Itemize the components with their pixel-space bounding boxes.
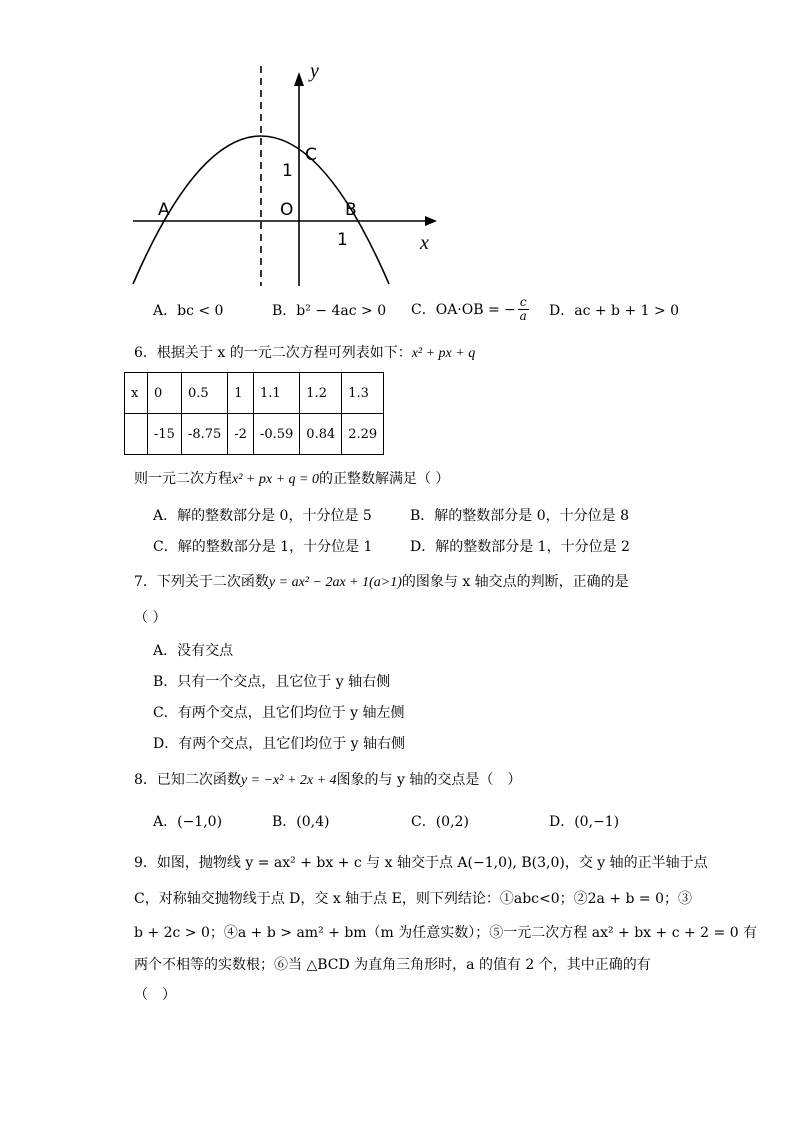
q6-question-formula: x² + px + q = 0 (232, 472, 319, 487)
x-unit-label: 1 (337, 230, 348, 250)
q5-option-b[interactable]: B．b² − 4ac > 0 (272, 303, 387, 319)
q7-stem (134, 572, 629, 593)
table-cell: -15 (148, 414, 182, 455)
point-B-label: B (345, 200, 357, 220)
q9-line-3: b + 2c > 0；④a + b > am² + bm（m 为任意实数）；⑤一元二次方程 ax² + bx + c + 2 = 0 有 (134, 925, 758, 941)
q5-option-a[interactable]: A．bc < 0 (153, 303, 224, 319)
q6-option-a[interactable]: A．解的整数部分是 0，十分位是 5 (153, 508, 372, 524)
q8-stem-text: 8．已知二次函数 (134, 772, 241, 788)
q5-option-c[interactable] (411, 296, 529, 323)
q7-stem-text: 7．下列关于二次函数 (134, 574, 269, 590)
q7-stem-suffix: 的图象与 x 轴交点的判断，正确的是 (401, 574, 629, 590)
point-O-label: O (280, 200, 294, 220)
x-axis-label: x (420, 232, 429, 254)
table-row (125, 373, 384, 414)
q7-paren: （ ） (134, 610, 167, 626)
q6-option-d[interactable]: D．解的整数部分是 1，十分位是 2 (410, 539, 630, 555)
q7-option-c[interactable]: C．有两个交点，且它们均位于 y 轴左侧 (153, 705, 405, 721)
table-cell: 1 (228, 373, 254, 414)
q7-stem-formula: y = ax² − 2ax + 1(a>1) (268, 575, 402, 590)
table-cell: -2 (228, 414, 254, 455)
q6-question-text: 则一元二次方程 (134, 471, 232, 487)
q8-option-d[interactable]: D．(0,−1) (549, 814, 620, 830)
x-axis-arrow (425, 216, 437, 226)
q8-option-c[interactable]: C．(0,2) (411, 814, 469, 830)
q9-paren: （ ） (134, 987, 176, 1003)
table-cell: 1.1 (253, 373, 299, 414)
q8-stem (134, 770, 521, 791)
q5-option-c-fraction (518, 296, 529, 323)
table-cell: -8.75 (181, 414, 227, 455)
table-cell: 0 (148, 373, 182, 414)
q6-question (134, 469, 449, 490)
y-axis-label: y (310, 60, 319, 82)
table-cell: 1.2 (300, 373, 342, 414)
table-cell: -0.59 (253, 414, 299, 455)
q9-line-1: 9．如图，抛物线 y = ax² + bx + c 与 x 轴交于点 A(−1,0), B(3,0)，交 y 轴的正半轴于点 (134, 855, 708, 871)
q9-line-4: 两个不相等的实数根；⑥当 △BCD 为直角三角形时，a 的值有 2 个，其中正确的有 (134, 957, 651, 973)
q8-option-a[interactable]: A．(−1,0) (153, 814, 223, 830)
q5-fraction-den: a (519, 309, 527, 323)
q9-line-2: C，对称轴交抛物线于点 D，交 x 轴于点 E，则下列结论：①abc<0；②2a + b = 0；③ (134, 891, 693, 907)
q5-option-c-text: C．OA·OB = − (411, 301, 516, 318)
q6-option-c[interactable]: C．解的整数部分是 1，十分位是 1 (153, 539, 373, 555)
q6-question-suffix: 的正整数解满足（ ） (318, 471, 450, 487)
q8-stem-suffix: 图象的与 y 轴的交点是（ ） (336, 772, 522, 788)
q6-value-table (124, 372, 384, 455)
table-cell: x (125, 373, 148, 414)
table-cell: 0.84 (300, 414, 342, 455)
table-cell: 2.29 (342, 414, 384, 455)
table-cell: 0.5 (181, 373, 227, 414)
y-axis-arrow (294, 72, 304, 86)
q7-option-b[interactable]: B．只有一个交点，且它位于 y 轴右侧 (153, 674, 391, 690)
q6-stem-text: 6．根据关于 x 的一元二次方程可列表如下： (134, 345, 412, 361)
q6-option-b[interactable]: B．解的整数部分是 0，十分位是 8 (410, 508, 630, 524)
q6-stem-formula: x² + px + q (411, 346, 476, 361)
q7-option-d[interactable]: D．有两个交点，且它们均位于 y 轴右侧 (153, 736, 406, 752)
point-C-label: C (305, 145, 317, 165)
q8-option-b[interactable]: B．(0,4) (272, 814, 330, 830)
q5-option-d[interactable]: D．ac + b + 1 > 0 (549, 303, 680, 319)
q8-stem-formula: y = −x² + 2x + 4 (240, 773, 337, 788)
q7-option-a[interactable]: A．没有交点 (153, 643, 234, 659)
point-A-label: A (158, 200, 170, 220)
q6-stem (134, 343, 475, 364)
y-unit-label: 1 (282, 161, 293, 181)
q5-fraction-num: c (519, 295, 527, 309)
table-cell (125, 414, 148, 455)
table-row (125, 414, 384, 455)
table-cell: 1.3 (342, 373, 384, 414)
